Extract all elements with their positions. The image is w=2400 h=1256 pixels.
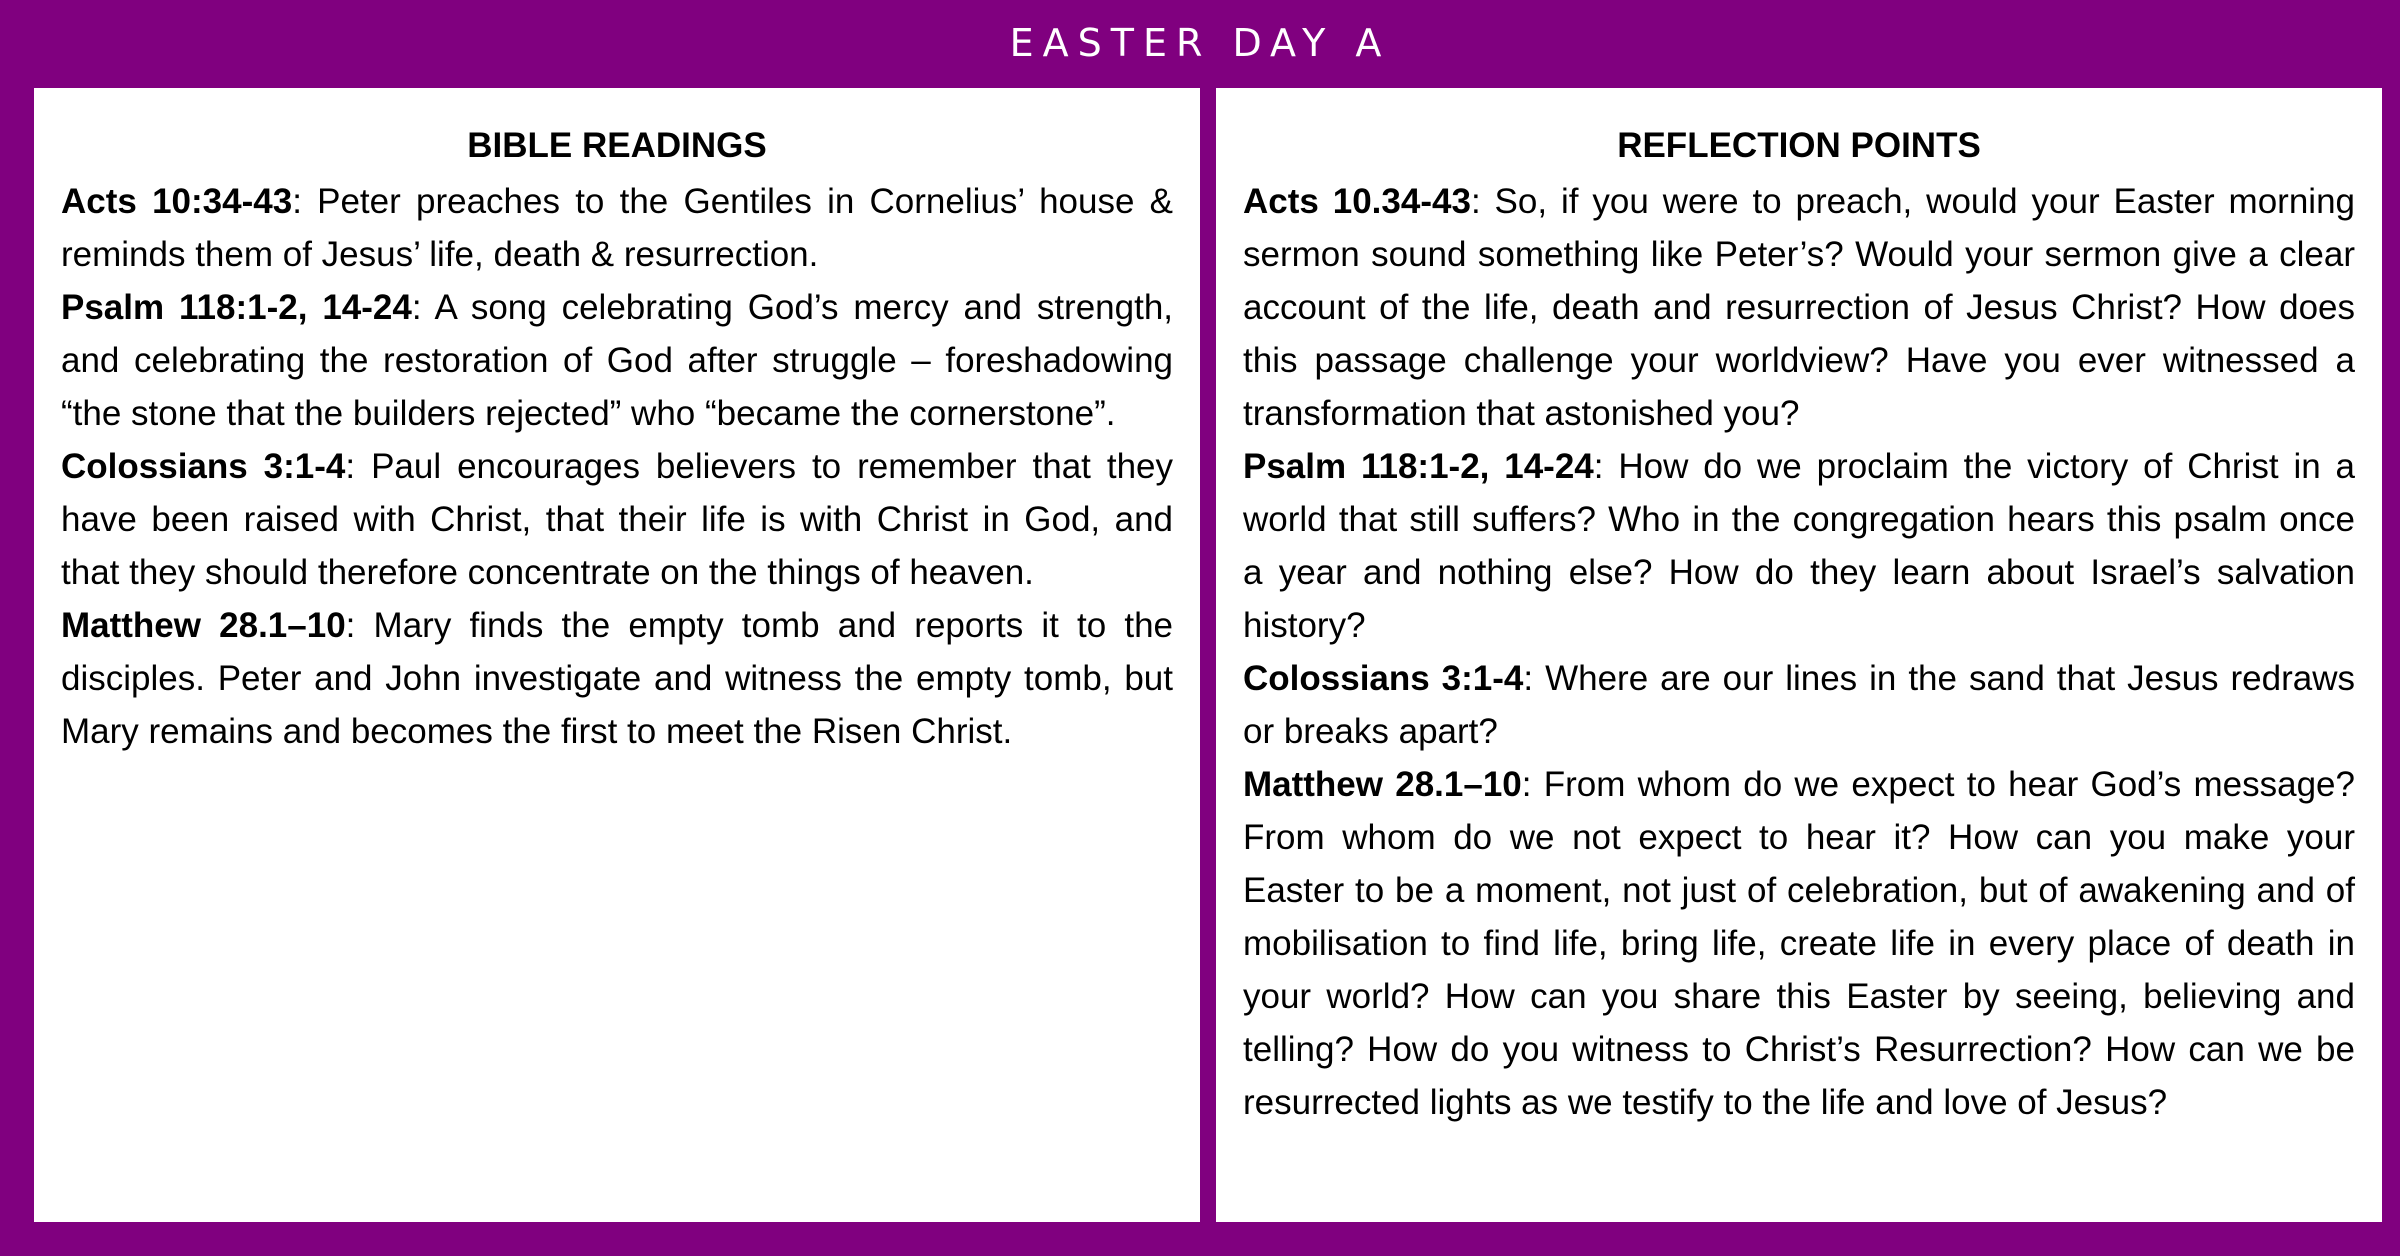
reading-reference: Psalm 118:1-2, 14-24: [61, 288, 412, 327]
reflection-text: : From whom do we expect to hear God’s message? From whom do we not expect to hear it? How can you make your Easter to be a moment, not just of celebration, but of awakening and of mobilisation to find life, bring life, create life in every place of death in your world? How can you share this Easter by seeing, believing and telling? How do you witness to Christ’s Resurrection? How can we be resurrected lights as we testify to the life and love of Jesus?: [1243, 765, 2355, 1122]
reflection-points-panel: [1216, 88, 2382, 1222]
reflection-reference: Psalm 118:1-2, 14-24: [1243, 447, 1594, 486]
reflection-reference: Colossians 3:1-4: [1243, 659, 1524, 698]
reading-summary: : Peter preaches to the Gentiles in Cornelius’ house & reminds them of Jesus’ life, death & resurrection.: [61, 182, 1173, 274]
reading-entry-colossians: [61, 440, 1173, 599]
reflection-text: : So, if you were to preach, would your Easter morning sermon sound something like Peter’s? Would your sermon give a clear account of the life, death and resurrection of Jesus Christ? How does this passage challenge your worldview? Have you ever witnessed a transformation that astonished you?: [1243, 182, 2356, 433]
bible-readings-panel: [34, 88, 1200, 1222]
reflection-entry-colossians: [1243, 652, 2355, 758]
reflection-entry-acts: [1243, 175, 2355, 440]
reflection-reference: Acts 10.34-43: [1243, 182, 1471, 221]
reflection-text: : Where are our lines in the sand that Jesus redraws or breaks apart?: [1243, 659, 2355, 751]
reading-entry-matthew: [61, 599, 1173, 758]
reading-entry-psalm: [61, 281, 1173, 440]
reading-summary: : Mary finds the empty tomb and reports it to the disciples. Peter and John investigate and witness the empty tomb, but Mary remains and becomes the first to meet the Risen Christ.: [61, 606, 1173, 751]
reflection-points-heading: REFLECTION POINTS: [1617, 126, 1981, 165]
reflection-entry-matthew: [1243, 758, 2355, 1129]
reflection-entry-psalm: [1243, 440, 2355, 652]
page-title: EASTER DAY A: [1009, 21, 1391, 65]
reading-summary: : A song celebrating God’s mercy and strength, and celebrating the restoration of God after struggle – foreshadowing “the stone that the builders rejected” who “became the cornerstone”.: [61, 288, 1174, 433]
reading-reference: Matthew 28.1–10: [61, 606, 346, 645]
reflection-reference: Matthew 28.1–10: [1243, 765, 1522, 804]
reading-reference: Acts 10:34-43: [61, 182, 293, 221]
reading-summary: : Paul encourages believers to remember that they have been raised with Christ, that their life is with Christ in God, and that they should therefore concentrate on the things of heaven.: [61, 447, 1174, 592]
bible-readings-heading: BIBLE READINGS: [467, 126, 767, 165]
reading-entry-acts: [61, 175, 1173, 281]
reading-reference: Colossians 3:1-4: [61, 447, 346, 486]
reflection-text: : How do we proclaim the victory of Christ in a world that still suffers? Who in the congregation hears this psalm once a year and nothing else? How do they learn about Israel’s salvation history?: [1243, 447, 2355, 645]
